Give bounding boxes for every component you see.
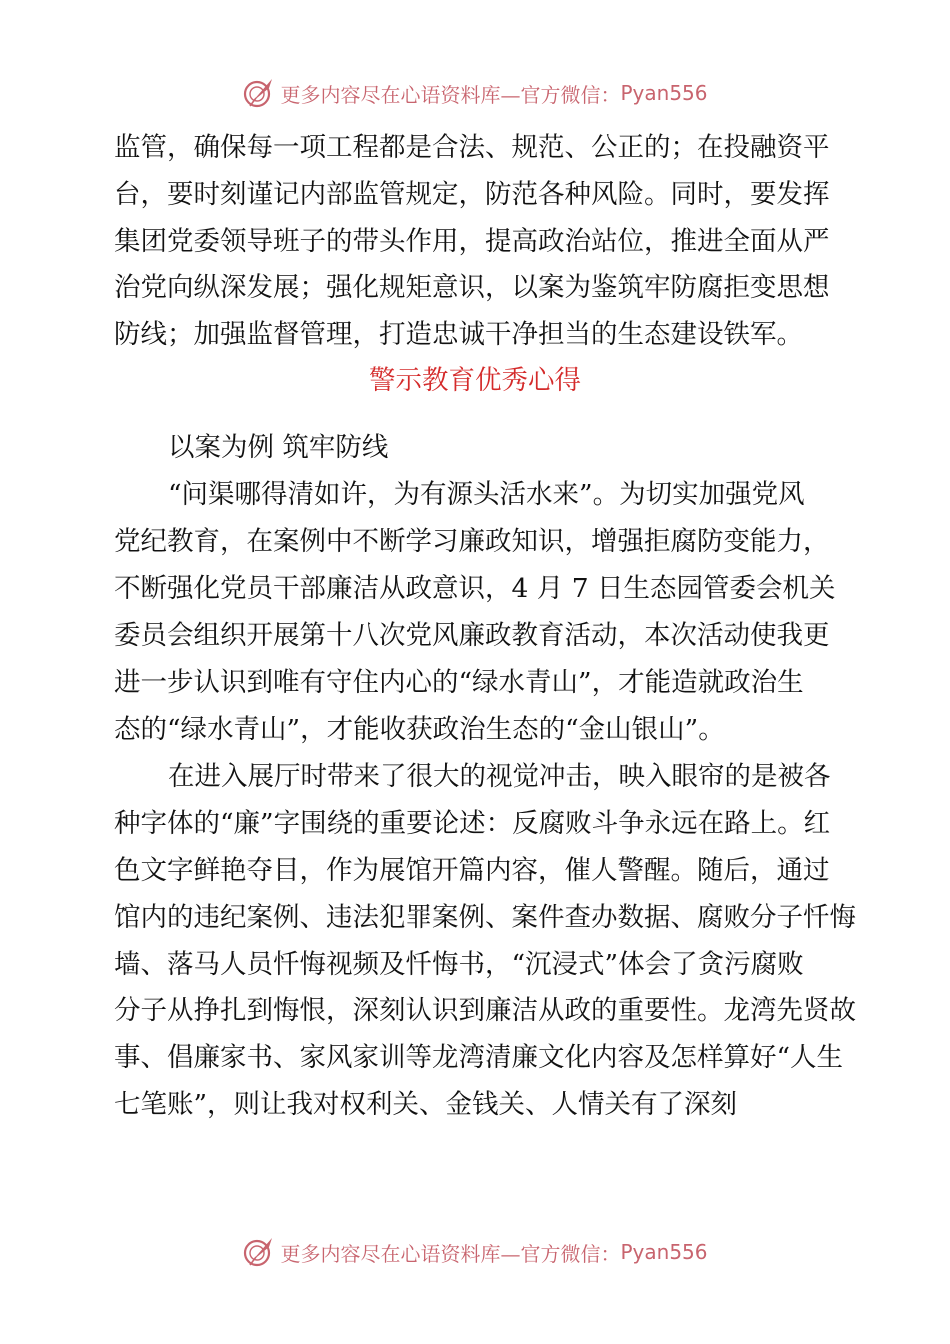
para2-line: 墙、落马人员忏悔视频及忏悔书，“沉浸式”体会了贪污腐败 [114,949,804,980]
para1-line: 进一步认识到唯有守住内心的“绿水青山”，才能造就政治生 [114,667,804,698]
para1-line: “问渠哪得清如许，为有源头活水来”。为切实加强党风 [168,479,805,510]
para2-line: 馆内的违纪案例、违法犯罪案例、案件查办数据、腐败分子忏悔 [114,902,856,933]
intro-line: 集团党委领导班子的带头作用，提高政治站位，推进全面从严 [114,226,830,257]
intro-line: 台，要时刻谨记内部监管规定，防范各种风险。同时，要发挥 [114,179,830,210]
para1-line: 不断强化党员干部廉洁从政意识，4 月 7 日生态园管委会机关 [114,573,836,604]
footer-banner [0,1232,950,1272]
quill-logo-icon [242,1235,276,1269]
intro-line: 监管，确保每一项工程都是合法、规范、公正的；在投融资平 [114,132,830,163]
header-banner [0,73,950,113]
para1-line: 党纪教育，在案例中不断学习廉政知识，增强拒腐防变能力， [114,526,830,557]
header-banner-text: 更多内容尽在心语资料库—官方微信： [280,82,621,107]
intro-line: 防线；加强监督管理，打造忠诚干净担当的生态建设铁军。 [114,319,803,350]
quill-logo-icon [242,76,276,110]
section-title: 警示教育优秀心得 [369,365,581,396]
para2-line: 色文字鲜艳夺目，作为展馆开篇内容，催人警醒。随后，通过 [114,855,830,886]
para2-line: 分子从挣扎到悔恨，深刻认识到廉洁从政的重要性。龙湾先贤故 [114,995,856,1026]
para2-line: 种字体的“廉”字围绕的重要论述：反腐败斗争永远在路上。红 [114,808,831,839]
footer-banner-id: Pyan556 [620,1240,708,1264]
intro-line: 治党向纵深发展；强化规矩意识，以案为鉴筑牢防腐拒变思想 [114,272,830,303]
para2-line: 事、倡廉家书、家风家训等龙湾清廉文化内容及怎样算好“人生 [114,1042,844,1073]
para1-line: 态的“绿水青山”，才能收获政治生态的“金山银山”。 [114,714,725,745]
para1-line: 委员会组织开展第十八次党风廉政教育活动，本次活动使我更 [114,620,830,651]
subtitle: 以案为例 筑牢防线 [168,432,389,463]
footer-banner-text: 更多内容尽在心语资料库—官方微信： [280,1241,621,1266]
para2-line: 七笔账”，则让我对权利关、金钱关、人情关有了深刻 [114,1089,738,1120]
header-banner-id: Pyan556 [620,81,708,105]
para2-line: 在进入展厅时带来了很大的视觉冲击，映入眼帘的是被各 [168,761,831,792]
